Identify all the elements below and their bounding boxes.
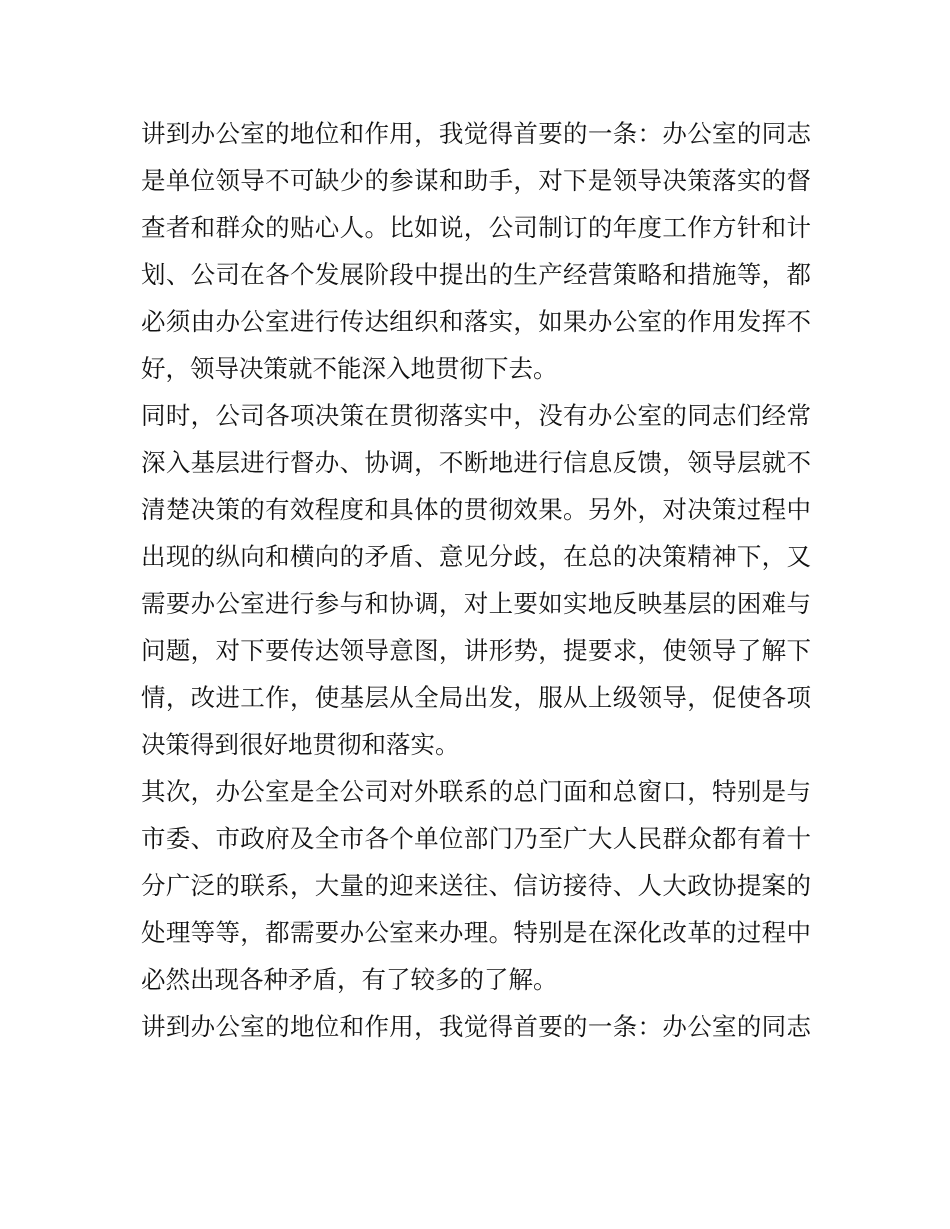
text-line: 必然出现各种矛盾，有了较多的了解。: [141, 965, 558, 994]
text-line: 处理等等，都需要办公室来办理。特别是在深化改革的过程中: [141, 918, 811, 947]
paragraph-4: [141, 1003, 811, 1050]
text-line: 问题，对下要传达领导意图，讲形势，提要求，使领导了解下: [141, 636, 811, 665]
paragraph-2: [141, 392, 811, 768]
paragraph-3: [141, 768, 811, 1003]
text-line: 市委、市政府及全市各个单位部门乃至广大人民群众都有着十: [141, 824, 811, 853]
paragraph-1: [141, 110, 811, 392]
text-line: 同时，公司各项决策在贯彻落实中，没有办公室的同志们经常: [141, 401, 811, 430]
text-line: 好，领导决策就不能深入地贯彻下去。: [141, 354, 558, 383]
text-line: 讲到办公室的地位和作用，我觉得首要的一条：办公室的同志: [141, 119, 811, 148]
text-line: 分广泛的联系，大量的迎来送往、信访接待、人大政协提案的: [141, 871, 811, 900]
text-line: 情，改进工作，使基层从全局出发，服从上级领导，促使各项: [141, 683, 811, 712]
text-line: 其次，办公室是全公司对外联系的总门面和总窗口，特别是与: [141, 777, 811, 806]
text-line: 划、公司在各个发展阶段中提出的生产经营策略和措施等，都: [141, 260, 811, 289]
text-line: 需要办公室进行参与和协调，对上要如实地反映基层的困难与: [141, 589, 811, 618]
text-line: 是单位领导不可缺少的参谋和助手，对下是领导决策落实的督: [141, 166, 811, 195]
text-line: 深入基层进行督办、协调，不断地进行信息反馈，领导层就不: [141, 448, 811, 477]
text-line: 讲到办公室的地位和作用，我觉得首要的一条：办公室的同志: [141, 1012, 811, 1041]
text-line: 清楚决策的有效程度和具体的贯彻效果。另外，对决策过程中: [141, 495, 811, 524]
text-line: 必须由办公室进行传达组织和落实，如果办公室的作用发挥不: [141, 307, 811, 336]
text-line: 出现的纵向和横向的矛盾、意见分歧，在总的决策精神下，又: [141, 542, 811, 571]
text-line: 决策得到很好地贯彻和落实。: [141, 730, 460, 759]
document-body: [141, 110, 811, 1050]
text-line: 查者和群众的贴心人。比如说，公司制订的年度工作方针和计: [141, 213, 811, 242]
